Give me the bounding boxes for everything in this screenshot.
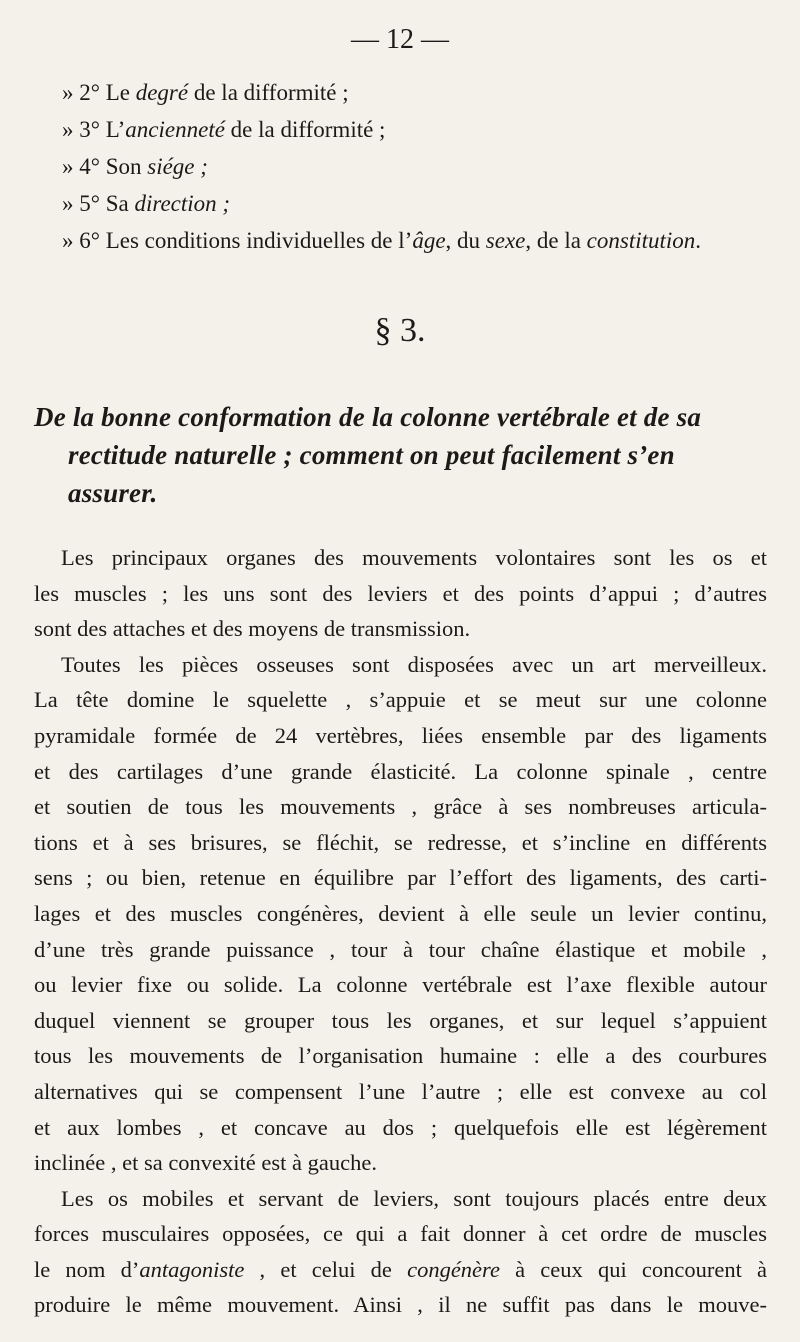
paragraph — [34, 540, 767, 647]
paragraph — [34, 1181, 767, 1323]
text-line: sens ; ou bien, retenue en équilibre par l’effort des ligaments, des carti- — [34, 865, 767, 891]
text-line: ou levier fixe ou solide. La colonne vertébrale est l’axe flexible autour — [34, 972, 767, 998]
text-line: et des cartilages d’une grande élasticité. La colonne spinale , centre — [34, 758, 767, 784]
list-item: » 3° L’ancienneté de la difformité ; — [62, 117, 386, 142]
body-text — [34, 540, 767, 1323]
list-item: » 6° Les conditions individuelles de l’âge, du sexe, de la constitution. — [62, 228, 702, 253]
text-line: produire le même mouvement. Ainsi , il ne suffit pas dans le mouve- — [34, 1292, 767, 1318]
text-line: tions et à ses brisures, se fléchit, se redresse, et s’incline en différents — [34, 829, 767, 855]
text-line: et soutien de tous les mouvements , grâce à ses nombreuses articula- — [34, 794, 767, 820]
text-line: lages et des muscles congénères, devient à elle seule un levier continu, — [34, 900, 767, 926]
section-heading — [34, 398, 770, 512]
text-line: le nom d’antagoniste , et celui de congénère à ceux qui concourent à — [34, 1256, 768, 1282]
heading-line: assurer. — [68, 478, 158, 508]
heading-line: De la bonne conformation de la colonne vertébrale et de sa — [34, 402, 702, 432]
text-line: inclinée , et sa convexité est à gauche. — [34, 1150, 377, 1176]
list-item: » 5° Sa direction ; — [62, 191, 231, 216]
text-line: d’une très grande puissance , tour à tour chaîne élastique et mobile , — [34, 936, 767, 962]
list-item: » 4° Son siége ; — [62, 154, 208, 179]
text-line: les muscles ; les uns sont des leviers et des points d’appui ; d’autres — [34, 580, 767, 606]
text-line: sont des attaches et des moyens de transmission. — [34, 616, 471, 642]
text-line: forces musculaires opposées, ce qui a fait donner à cet ordre de muscles — [34, 1221, 767, 1247]
paragraph — [34, 647, 767, 1181]
heading-line: rectitude naturelle ; comment on peut facilement s’en — [68, 440, 675, 470]
text-line: pyramidale formée de 24 vertèbres, liées ensemble par des ligaments — [34, 722, 767, 748]
text-line: duquel viennent se grouper tous les organes, et sur lequel s’appuient — [34, 1007, 767, 1033]
text-line: La tête domine le squelette , s’appuie et se meut sur une colonne — [34, 687, 767, 713]
list-item: » 2° Le degré de la difformité ; — [62, 80, 349, 105]
text-line: Les principaux organes des mouvements volontaires sont les os et — [61, 545, 767, 570]
text-line: alternatives qui se compensent l’une l’autre ; elle est convexe au col — [34, 1078, 767, 1104]
text-line: Toutes les pièces osseuses sont disposées avec un art merveilleux. — [61, 651, 767, 677]
page-number: — 12 — — [351, 24, 449, 55]
text-line: Les os mobiles et servant de leviers, sont toujours placés entre deux — [61, 1185, 767, 1211]
section-mark: § 3. — [374, 312, 426, 349]
text-line: tous les mouvements de l’organisation humaine : elle a des courbures — [34, 1043, 767, 1069]
text-line: et aux lombes , et concave au dos ; quelquefois elle est légèrement — [34, 1114, 767, 1140]
